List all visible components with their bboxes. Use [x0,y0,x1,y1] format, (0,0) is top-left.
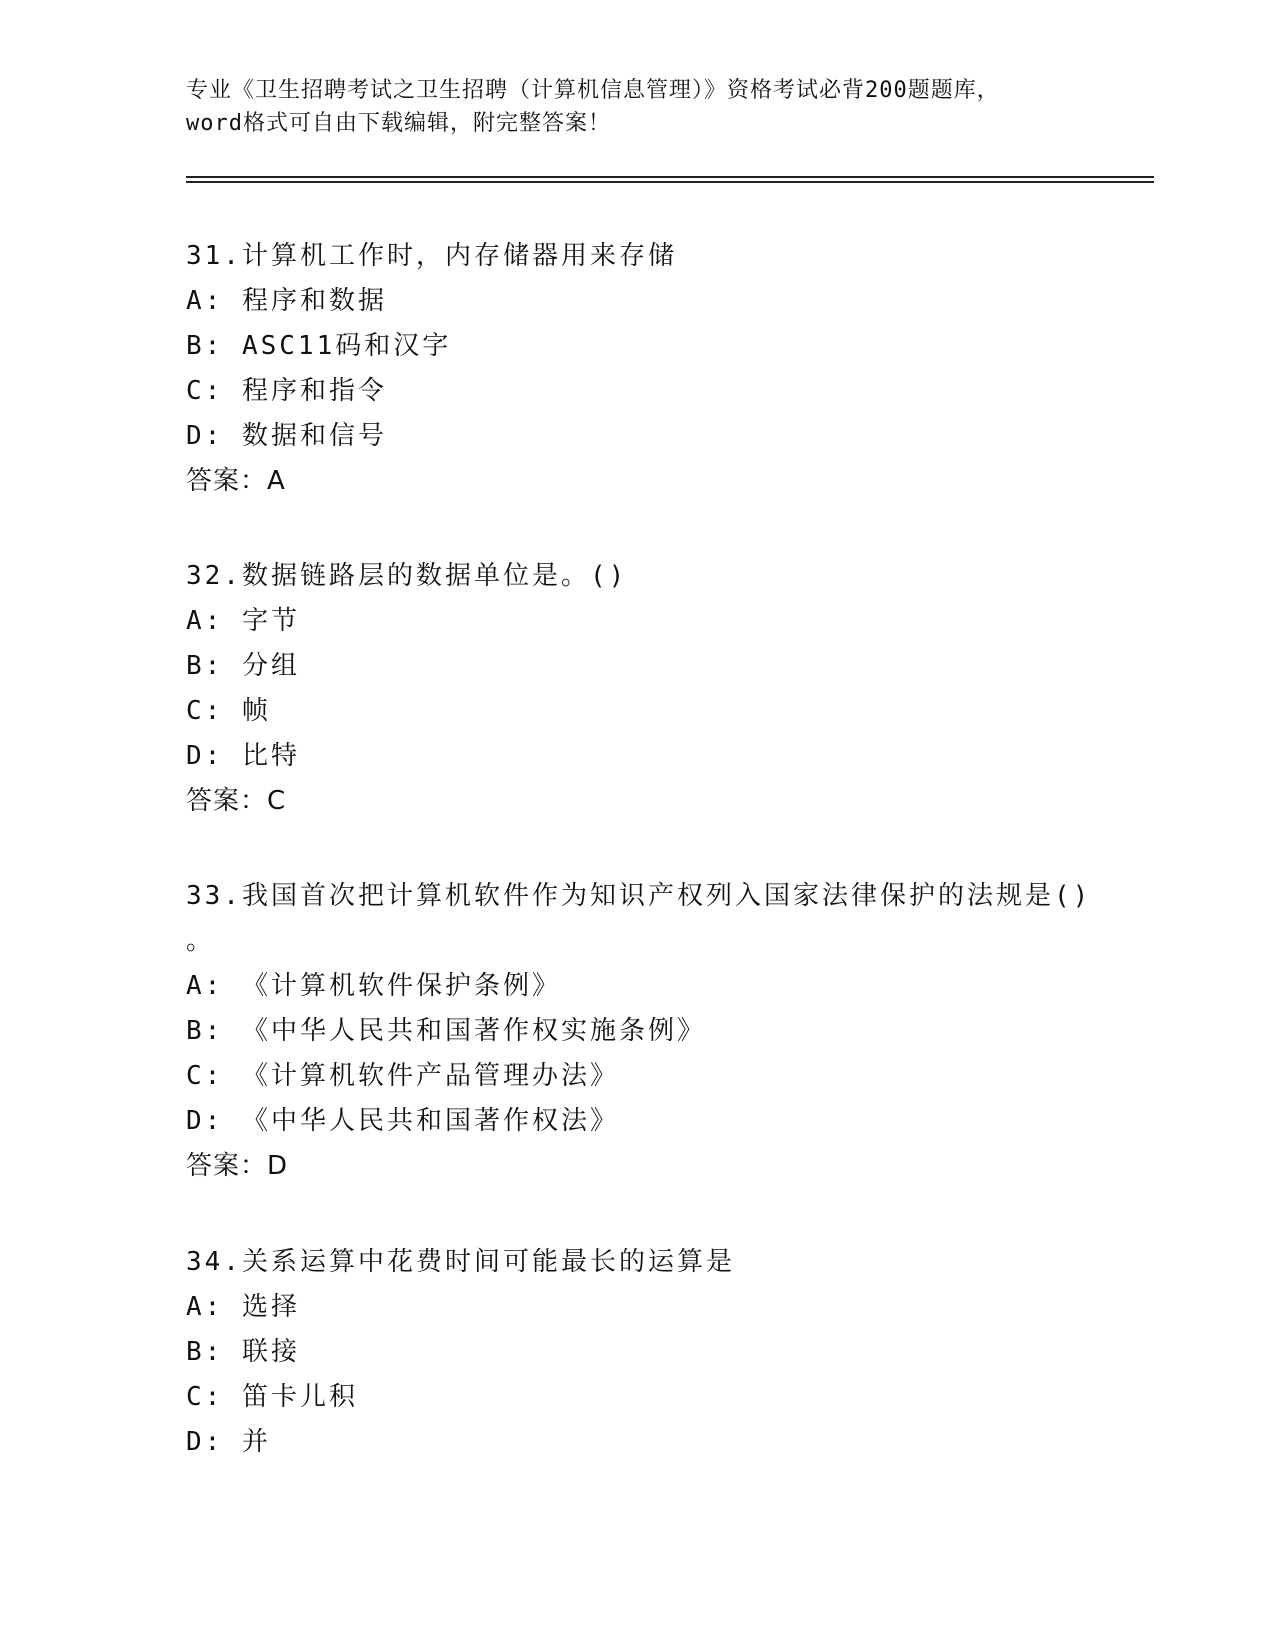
header-line-1: 专业《卫生招聘考试之卫生招聘（计算机信息管理）》资格考试必背200题题库， [186,78,1000,103]
option-a: A: 选择 [186,1292,300,1322]
option-d: D: 并 [186,1427,271,1457]
question-title: 34.关系运算中花费时间可能最长的运算是 [186,1247,735,1277]
option-d: D: 数据和信号 [186,421,387,451]
question-33 [186,874,1146,1189]
answer: 答案：D [186,1151,289,1181]
question-31 [186,234,1146,504]
header-line-2: word格式可自由下载编辑，附完整答案！ [186,111,611,136]
option-c: C: 程序和指令 [186,376,387,406]
option-b: B: 《中华人民共和国著作权实施条例》 [186,1016,706,1046]
question-title: 32.数据链路层的数据单位是。() [186,561,628,591]
question-title: 33.我国首次把计算机软件作为知识产权列入国家法律保护的法规是() [186,881,1092,911]
header-divider-bottom [186,181,1154,183]
option-c: C: 帧 [186,696,271,726]
question-32 [186,554,1146,824]
question-title-continuation: 。 [186,926,213,956]
option-c: C: 笛卡儿积 [186,1382,358,1412]
header-divider-top [186,176,1154,178]
option-b: B: ASC11码和汉字 [186,331,452,361]
option-b: B: 联接 [186,1337,300,1367]
option-d: D: 《中华人民共和国著作权法》 [186,1106,619,1136]
answer: 答案：A [186,466,286,496]
option-d: D: 比特 [186,741,300,771]
option-a: A: 程序和数据 [186,286,387,316]
question-title: 31.计算机工作时，内存储器用来存储 [186,241,677,271]
question-34 [186,1240,1146,1465]
option-c: C: 《计算机软件产品管理办法》 [186,1061,619,1091]
answer: 答案：C [186,786,287,816]
option-a: A: 《计算机软件保护条例》 [186,971,561,1001]
option-b: B: 分组 [186,651,300,681]
option-a: A: 字节 [186,606,300,636]
document-header [186,74,1086,140]
